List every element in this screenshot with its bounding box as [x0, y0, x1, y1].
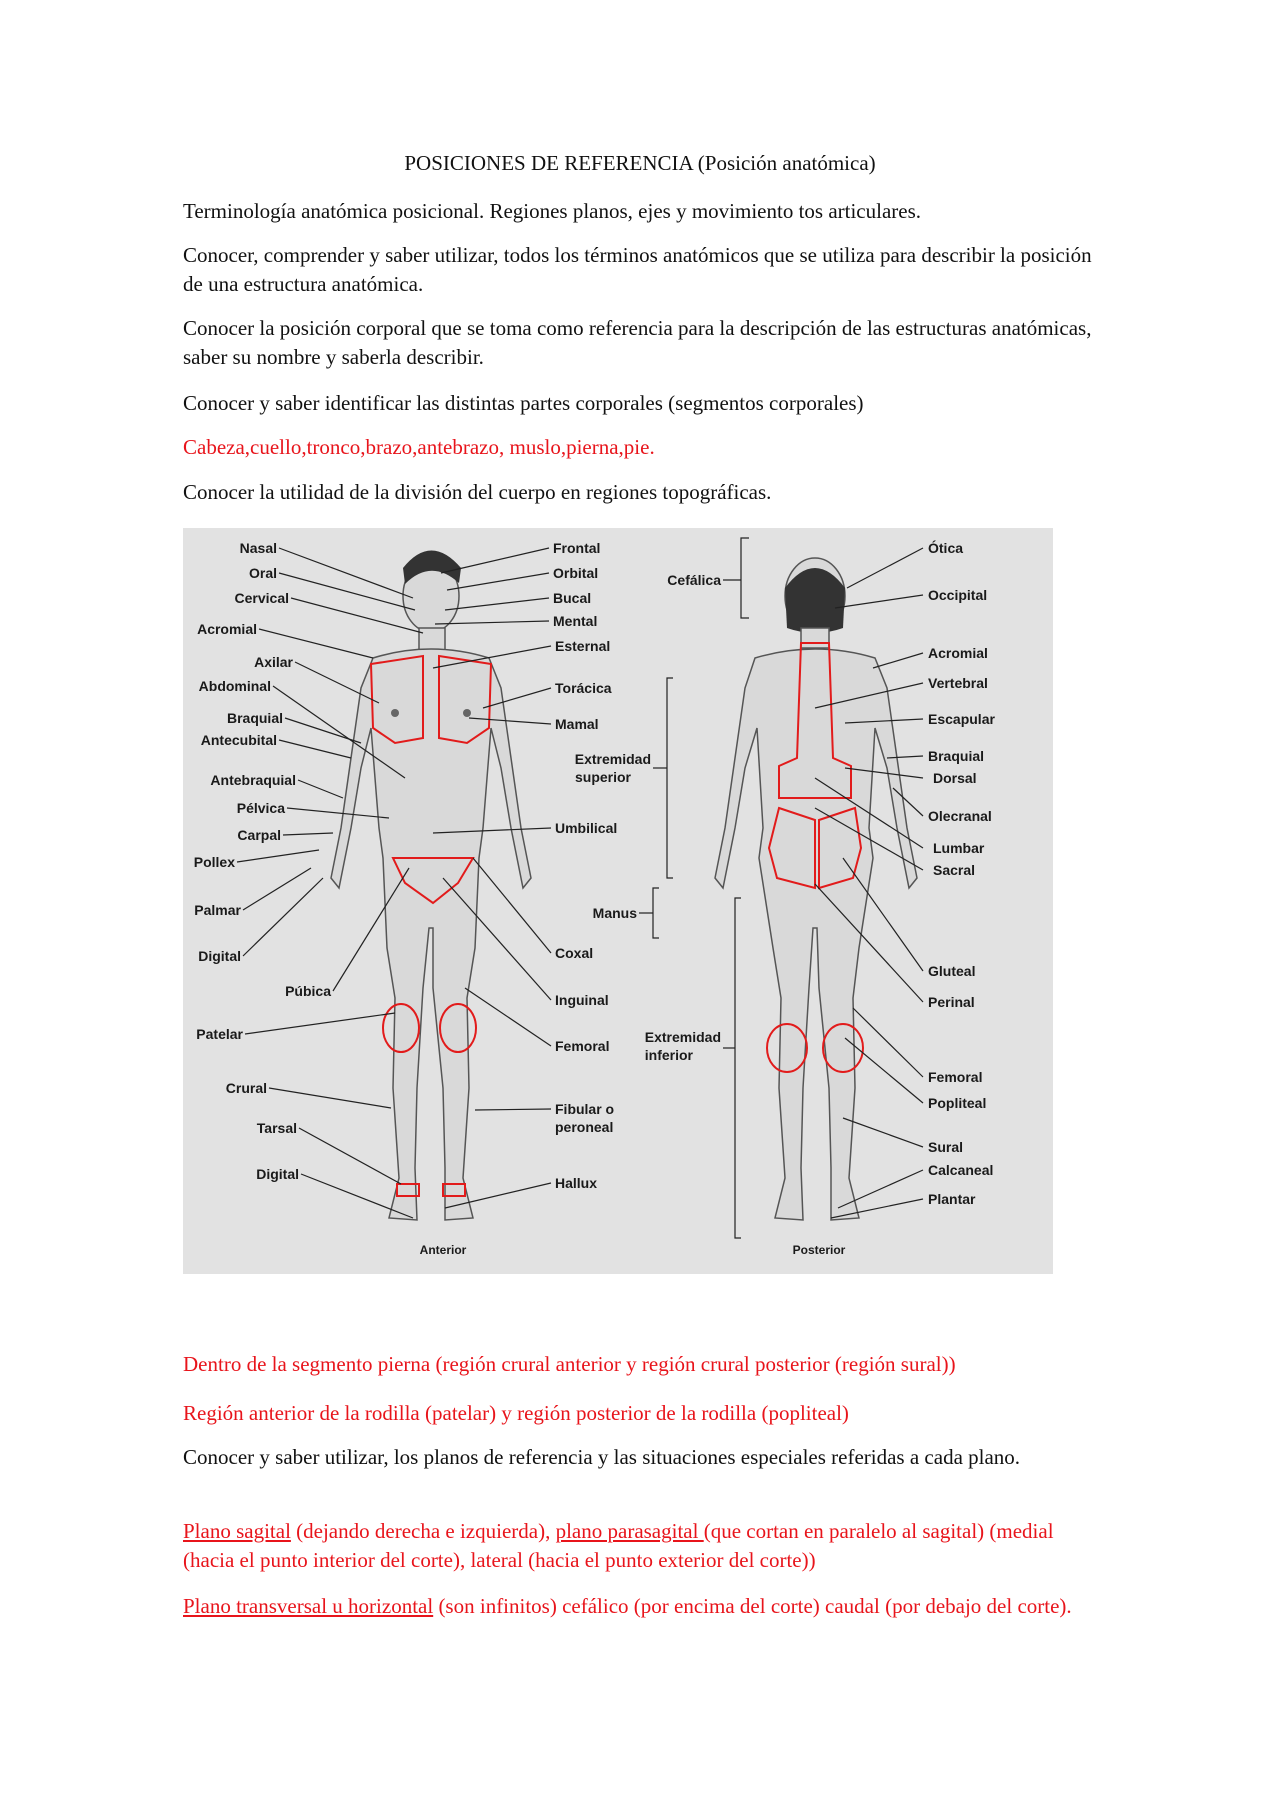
- label-braquial: Braquial: [226, 710, 283, 726]
- page-title: POSICIONES DE REFERENCIA (Posición anatómica): [404, 151, 876, 175]
- label-occipital: Occipital: [928, 587, 988, 603]
- anatomy-diagram: [183, 528, 1053, 1274]
- paragraph-regions: Conocer la utilidad de la división del cuerpo en regiones topográficas.: [183, 480, 772, 504]
- paragraph-terminology: Terminología anatómica posicional. Regiones planos, ejes y movimiento tos articulares.: [183, 199, 922, 223]
- paragraph-crural: Dentro de la segmento pierna (región crural anterior y región crural posterior (región sural)): [183, 1352, 956, 1376]
- caption-anterior: Anterior: [419, 1243, 467, 1257]
- label-oral: Oral: [248, 565, 277, 581]
- label-orbital: Orbital: [553, 565, 599, 581]
- term-plano-parasagital: plano parasagital: [555, 1519, 704, 1543]
- label-acromial: Acromial: [197, 621, 257, 637]
- label-otica: Ótica: [928, 540, 964, 556]
- anterior-body: [331, 551, 531, 1221]
- label-extremidad-inferior-1: Extremidad: [644, 1029, 721, 1045]
- paragraph-planes: Conocer y saber utilizar, los planos de referencia y las situaciones especiales referidas a cada plano.: [183, 1445, 1021, 1469]
- label-publica: Púbica: [285, 983, 331, 999]
- posterior-labels: [928, 539, 995, 1207]
- label-escapular: Escapular: [928, 711, 995, 727]
- label-fibular: Fibular o: [555, 1101, 615, 1117]
- label-extremidad-inferior-2: inferior: [644, 1047, 693, 1063]
- label-plantar: Plantar: [928, 1191, 976, 1207]
- label-toracica: Torácica: [555, 680, 612, 696]
- caption-posterior: Posterior: [792, 1243, 846, 1257]
- label-tarsal: Tarsal: [256, 1120, 297, 1136]
- label-frontal: Frontal: [553, 540, 601, 556]
- label-popliteal: Popliteal: [928, 1095, 987, 1111]
- label-coxal: Coxal: [555, 945, 594, 961]
- label-sacral: Sacral: [933, 862, 976, 878]
- label-esternal: Esternal: [555, 638, 611, 654]
- anterior-left-labels: [194, 540, 331, 1182]
- label-sural: Sural: [928, 1139, 964, 1155]
- label-acromial-posterior: Acromial: [928, 645, 988, 661]
- label-extremidad-superior-1: Extremidad: [574, 751, 651, 767]
- label-axilar: Axilar: [254, 654, 293, 670]
- label-carpal: Carpal: [237, 827, 281, 843]
- paragraph-segment-list: Cabeza,cuello,tronco,brazo,antebrazo, muslo,pierna,pie.: [183, 435, 655, 459]
- label-pelvica: Pélvica: [236, 800, 285, 816]
- label-cervical: Cervical: [234, 590, 289, 606]
- label-inguinal: Inguinal: [555, 992, 609, 1008]
- label-pollex: Pollex: [193, 854, 235, 870]
- label-peroneal: peroneal: [555, 1119, 614, 1135]
- label-digital-foot: Digital: [256, 1166, 299, 1182]
- label-digital-hand: Digital: [198, 948, 241, 964]
- label-patelar: Patelar: [196, 1026, 243, 1042]
- label-cefalica: Cefálica: [667, 572, 721, 588]
- label-lumbar: Lumbar: [933, 840, 985, 856]
- label-bucal: Bucal: [553, 590, 592, 606]
- label-perinal: Perinal: [928, 994, 975, 1010]
- label-abdominal: Abdominal: [198, 678, 271, 694]
- label-antebraquial: Antebraquial: [210, 772, 296, 788]
- paragraph-position: Conocer la posición corporal que se toma como referencia para la descripción de las estructuras anatómicas, saber su nombre y saberla describir.: [183, 316, 1092, 369]
- term-plano-transversal: Plano transversal u horizontal: [183, 1594, 434, 1618]
- region-brackets: [639, 538, 749, 1238]
- label-braquial-posterior: Braquial: [928, 748, 985, 764]
- paragraph-segments: Conocer y saber identificar las distintas partes corporales (segmentos corporales): [183, 391, 864, 415]
- paragraph-terms: Conocer, comprender y saber utilizar, todos los términos anatómicos que se utiliza para describir la posición de una estructura anatómica.: [183, 243, 1092, 296]
- transversal-description: (son infinitos) cefálico (por encima del corte) caudal (por debajo del corte).: [433, 1594, 1072, 1618]
- label-palmar: Palmar: [194, 902, 241, 918]
- anterior-right-labels: [553, 540, 617, 1191]
- label-vertebral: Vertebral: [928, 675, 988, 691]
- label-gluteal: Gluteal: [928, 963, 976, 979]
- anatomy-figure: [183, 528, 1053, 1274]
- label-dorsal: Dorsal: [933, 770, 977, 786]
- label-hallux: Hallux: [555, 1175, 598, 1191]
- parasagital-description: (que cortan en paralelo al sagital) (medial (hacia el punto interior del corte), lateral (hacia el punto exterior del corte)): [183, 1519, 1054, 1572]
- paragraph-transversal: [183, 1592, 1103, 1621]
- label-antecubital: Antecubital: [200, 732, 277, 748]
- label-nasal: Nasal: [239, 540, 277, 556]
- paragraph-patelar: Región anterior de la rodilla (patelar) y región posterior de la rodilla (popliteal): [183, 1401, 849, 1425]
- label-femoral-anterior: Femoral: [555, 1038, 610, 1054]
- label-manus: Manus: [592, 905, 637, 921]
- label-crural: Crural: [225, 1080, 267, 1096]
- label-olecranal: Olecranal: [928, 808, 992, 824]
- sagital-description: (dejando derecha e izquierda),: [290, 1519, 556, 1543]
- label-umbilical: Umbilical: [555, 820, 618, 836]
- label-femoral-posterior: Femoral: [928, 1069, 983, 1085]
- term-plano-sagital: Plano sagital: [183, 1519, 291, 1543]
- label-mamal: Mamal: [555, 716, 599, 732]
- label-mental: Mental: [553, 613, 598, 629]
- label-extremidad-superior-2: superior: [574, 769, 631, 785]
- posterior-body: [715, 558, 917, 1220]
- paragraph-sagital: [183, 1517, 1103, 1575]
- label-calcaneal: Calcaneal: [928, 1162, 994, 1178]
